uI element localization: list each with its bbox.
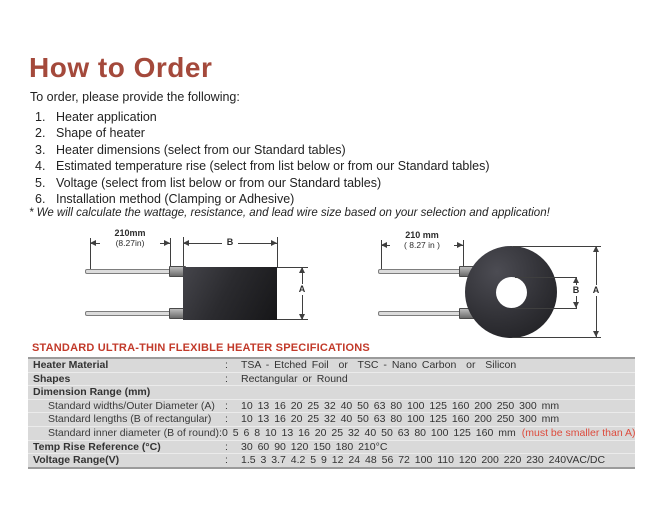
row-value: 30 60 90 120 150 180 210°C: [241, 440, 388, 453]
arrowhead-icon: [299, 314, 305, 320]
list-text: Installation method (Clamping or Adhesive): [56, 191, 295, 206]
lead-wire: [85, 311, 172, 316]
list-text: Heater dimensions (select from our Standard tables): [56, 142, 346, 157]
lead-length-in: (8.27in): [115, 237, 145, 248]
row-colon: :: [225, 372, 228, 385]
list-item: [35, 175, 615, 191]
extension-line: [515, 308, 577, 309]
arrowhead-icon: [573, 302, 579, 308]
table-row: [28, 412, 635, 426]
round-heater-hole: [496, 277, 527, 308]
row-colon: :: [225, 454, 228, 467]
width-dimension-label: B: [222, 237, 238, 248]
list-text: Estimated temperature rise (select from list below or from our Standard tables): [56, 159, 490, 174]
arrowhead-icon: [271, 240, 277, 246]
intro-text: To order, please provide the following:: [30, 90, 240, 104]
row-colon: :: [225, 399, 228, 412]
list-text: Heater application: [56, 110, 157, 124]
extension-line: [277, 237, 278, 267]
arrowhead-icon: [593, 246, 599, 252]
lead-wire: [378, 269, 462, 274]
arrowhead-icon: [573, 277, 579, 283]
order-steps-list: [35, 109, 615, 207]
lead-length-label: [100, 228, 160, 249]
row-colon: :: [225, 359, 228, 371]
row-value: Rectangular or Round: [241, 372, 348, 385]
extension-line: [170, 238, 171, 268]
extension-line: [515, 277, 577, 278]
table-row: [28, 453, 635, 467]
table-row: [28, 440, 635, 454]
row-label: Temp Rise Reference (°C): [33, 440, 161, 453]
row-value: 10 13 16 20 25 32 40 50 63 80 100 125 160 200 250 300 mm: [241, 413, 560, 426]
page-title: How to Order: [29, 52, 213, 83]
specs-section-heading: STANDARD ULTRA-THIN FLEXIBLE HEATER SPECIFICATIONS: [32, 342, 370, 354]
list-number: 4.: [35, 159, 46, 174]
lead-wire: [85, 269, 172, 274]
lead-length-mm: 210mm: [114, 228, 146, 238]
row-colon: :: [219, 426, 222, 439]
row-label: Heater Material: [33, 359, 109, 371]
list-text: Shape of heater: [56, 126, 145, 141]
row-label: Standard widths/Outer Diameter (A): [48, 399, 215, 412]
row-red-note: (must be smaller than A): [521, 426, 636, 439]
arrowhead-icon: [90, 240, 96, 246]
table-row: [28, 426, 635, 440]
footnote-text: * We will calculate the wattage, resistance, and lead wire size based on your selection and application!: [29, 207, 550, 219]
row-label: Standard inner diameter (B of round): [48, 426, 220, 439]
row-value: 10 13 16 20 25 32 40 50 63 80 100 125 160 200 250 300 mm: [241, 399, 560, 412]
table-row: [28, 372, 635, 386]
outer-diameter-label: A: [589, 285, 603, 296]
table-row: [28, 359, 635, 372]
list-item: [35, 142, 615, 158]
arrowhead-icon: [381, 242, 387, 248]
arrowhead-icon: [299, 267, 305, 273]
arrowhead-icon: [183, 240, 189, 246]
arrowhead-icon: [593, 331, 599, 337]
list-item: [35, 125, 615, 141]
row-colon: :: [225, 413, 228, 426]
list-number: 2.: [35, 126, 46, 141]
table-row: [28, 399, 635, 413]
inner-diameter-label: B: [569, 285, 583, 296]
rectangular-heater-body: [183, 267, 277, 320]
list-number: 5.: [35, 175, 46, 190]
list-item: [35, 191, 615, 207]
list-item: [35, 109, 615, 125]
lead-length-label: [390, 230, 454, 251]
extension-line: [513, 337, 601, 338]
row-value: 1.5 3 3.7 4.2 5 9 12 24 48 56 72 100 110 120 200 220 230 240VAC/DC: [241, 454, 606, 467]
row-label: Standard lengths (B of rectangular): [48, 413, 212, 426]
arrowhead-icon: [164, 240, 170, 246]
lead-length-mm: 210 mm: [405, 230, 439, 240]
list-text: Voltage (select from list below or from our Standard tables): [56, 175, 382, 190]
list-number: 1.: [35, 110, 46, 124]
table-row: [28, 385, 635, 399]
row-label: Dimension Range (mm): [33, 386, 151, 399]
row-value: TSA - Etched Foil or TSC - Nano Carbon or Silicon: [241, 359, 517, 371]
row-value: 0 5 6 8 10 13 16 20 25 32 40 50 63 80 100 125 160 mm: [221, 426, 516, 439]
specs-table: [28, 357, 635, 469]
list-item: [35, 158, 615, 174]
row-label: Voltage Range(V): [33, 454, 120, 467]
list-number: 3.: [35, 142, 46, 157]
row-label: Shapes: [33, 372, 71, 385]
row-colon: :: [225, 440, 228, 453]
lead-length-in: ( 8.27 in ): [404, 239, 440, 250]
extension-line: [513, 246, 601, 247]
height-dimension-label: A: [295, 284, 309, 295]
lead-wire: [378, 311, 462, 316]
arrowhead-icon: [457, 242, 463, 248]
list-number: 6.: [35, 191, 46, 206]
